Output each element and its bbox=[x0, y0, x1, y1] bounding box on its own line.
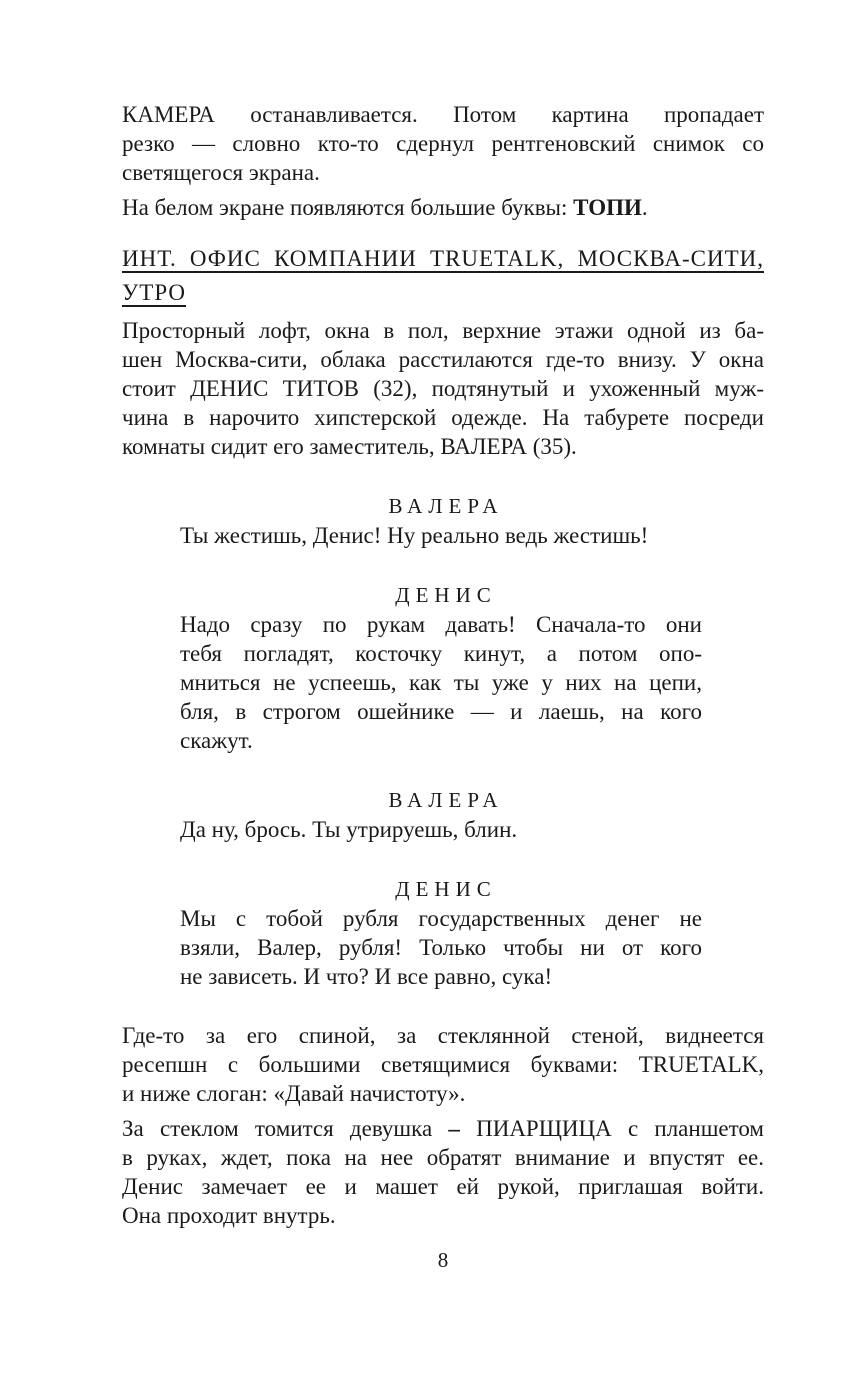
text-segment: ПИАРЩИЦА с планшетом bbox=[459, 1116, 764, 1141]
text-line bbox=[122, 193, 764, 222]
text-segment: Да ну, брось. Ты утрируешь, блин. bbox=[180, 817, 518, 842]
text-segment: мниться не успеешь, как ты уже у них на цепи, bbox=[180, 670, 702, 695]
text-line bbox=[122, 129, 764, 158]
character-cue: ВАЛЕРА bbox=[388, 788, 504, 812]
character-cue: ДЕНИС bbox=[395, 583, 497, 607]
text-line bbox=[180, 726, 702, 755]
text-segment: тебя погладят, косточку кинут, а потом опо- bbox=[180, 641, 702, 666]
text-line bbox=[180, 521, 702, 550]
scene-heading bbox=[122, 242, 764, 310]
text-line bbox=[122, 242, 764, 276]
bold-text-segment: ТОПИ bbox=[573, 195, 642, 220]
text-line bbox=[180, 697, 702, 726]
text-segment: КАМЕРА останавливается. Потом картина пропадает bbox=[122, 102, 764, 127]
text-segment: ИНТ. ОФИС КОМПАНИИ TRUETALK, МОСКВА-СИТИ, bbox=[122, 246, 764, 271]
text-segment: Ты жестишь, Денис! Ну реально ведь жестишь! bbox=[180, 523, 649, 548]
text-segment: ресепшн с большими светящимися буквами: TRUETALK, bbox=[122, 1052, 764, 1077]
text-segment: УТРО bbox=[122, 280, 187, 305]
text-line bbox=[122, 316, 764, 345]
dialogue-text bbox=[180, 610, 702, 755]
text-segment: стоит ДЕНИС ТИТОВ (32), подтянутый и ухоженный муж- bbox=[122, 376, 764, 401]
text-segment: в руках, ждет, пока на нее обратят внимание и впустят ее. bbox=[122, 1145, 764, 1170]
text-line bbox=[180, 962, 702, 991]
text-line bbox=[180, 610, 702, 639]
text-segment: Где-то за его спиной, за стеклянной стеной, виднеется bbox=[122, 1023, 764, 1048]
page-content bbox=[122, 100, 764, 1230]
text-line bbox=[122, 276, 764, 310]
action-paragraph bbox=[122, 100, 764, 187]
text-line bbox=[122, 432, 764, 461]
text-segment: резко — словно кто-то сдернул рентгеновский снимок со bbox=[122, 131, 764, 156]
character-cue: ДЕНИС bbox=[395, 877, 497, 901]
text-segment: взяли, Валер, рубля! Только чтобы ни от кого bbox=[180, 935, 702, 960]
action-paragraph bbox=[122, 316, 764, 461]
text-segment: и ниже слоган: «Давай начистоту». bbox=[122, 1081, 466, 1106]
action-paragraph bbox=[122, 1114, 764, 1230]
text-line bbox=[122, 1079, 764, 1108]
dialogue-text bbox=[180, 815, 702, 844]
text-segment: чина в нарочито хипстерской одежде. На табурете посреди bbox=[122, 405, 764, 430]
bold-text-segment: – bbox=[448, 1116, 460, 1141]
text-segment: . bbox=[641, 195, 648, 220]
text-line bbox=[180, 668, 702, 697]
text-line bbox=[122, 403, 764, 432]
text-line bbox=[122, 1021, 764, 1050]
text-line bbox=[122, 1114, 764, 1143]
text-segment: скажут. bbox=[180, 728, 253, 753]
text-line bbox=[122, 345, 764, 374]
text-line bbox=[122, 1050, 764, 1079]
dialogue-text bbox=[180, 521, 702, 550]
action-paragraph bbox=[122, 193, 764, 222]
dialogue-text bbox=[180, 904, 702, 991]
page-number: 8 bbox=[437, 1248, 449, 1272]
text-line bbox=[122, 158, 764, 187]
text-line bbox=[180, 639, 702, 668]
text-segment: Она проходит внутрь. bbox=[122, 1203, 336, 1228]
text-line bbox=[122, 1172, 764, 1201]
text-line bbox=[122, 100, 764, 129]
text-segment: Надо сразу по рукам давать! Сначала-то они bbox=[180, 612, 702, 637]
text-segment: светящегося экрана. bbox=[122, 160, 320, 185]
action-paragraph bbox=[122, 1021, 764, 1108]
text-segment: комнаты сидит его заместитель, ВАЛЕРА (35). bbox=[122, 434, 577, 459]
text-segment: Просторный лофт, окна в пол, верхние этажи одной из ба- bbox=[122, 318, 764, 343]
text-segment: Денис замечает ее и машет ей рукой, приглашая войти. bbox=[122, 1174, 764, 1199]
character-cue: ВАЛЕРА bbox=[388, 494, 504, 518]
text-segment: За стеклом томится девушка bbox=[122, 1116, 449, 1141]
text-segment: Мы с тобой рубля государственных денег не bbox=[180, 906, 702, 931]
text-line bbox=[180, 815, 702, 844]
text-segment: На белом экране появляются большие буквы: bbox=[122, 195, 574, 220]
text-segment: бля, в строгом ошейнике — и лаешь, на кого bbox=[180, 699, 702, 724]
text-line bbox=[180, 933, 702, 962]
text-line bbox=[122, 1143, 764, 1172]
text-segment: не зависеть. И что? И все равно, сука! bbox=[180, 964, 553, 989]
text-line bbox=[122, 1201, 764, 1230]
text-line bbox=[180, 904, 702, 933]
text-segment: шен Москва-сити, облака расстилаются где-то внизу. У окна bbox=[122, 347, 764, 372]
text-line bbox=[122, 374, 764, 403]
